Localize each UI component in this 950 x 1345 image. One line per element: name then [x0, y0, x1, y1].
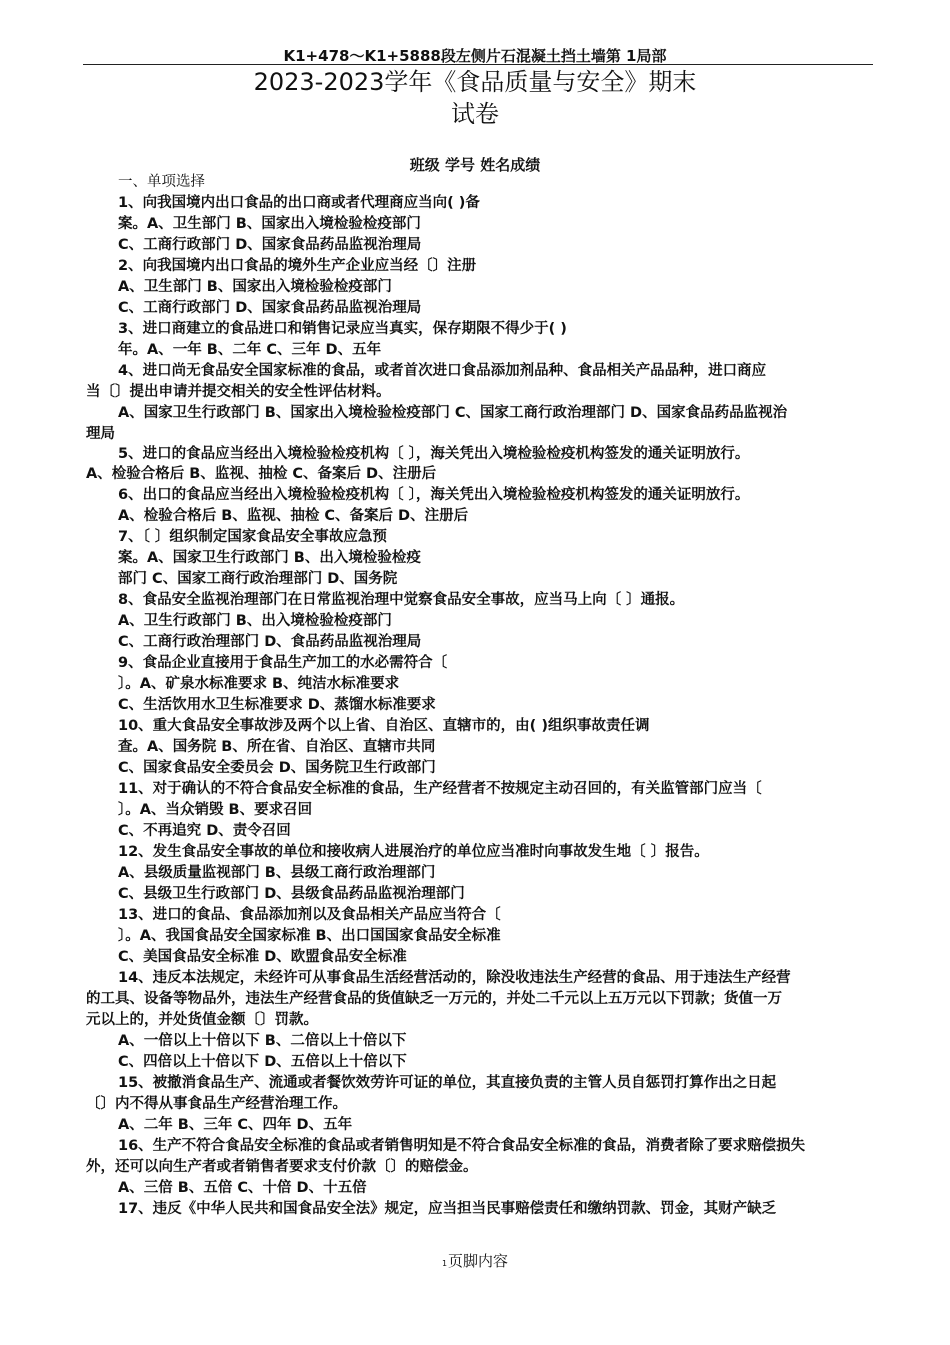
question-line: C、四倍以上十倍以下 D、五倍以上十倍以下 — [118, 1054, 407, 1070]
question-line: 〕。A、我国食品安全国家标准 B、出口国国家食品安全标准 — [118, 928, 501, 944]
question-line: 元以上的，并处货值金额〔〕罚款。 — [86, 1012, 318, 1028]
question-line: C、不再追究 D、责令召回 — [118, 823, 291, 839]
question-line: 13、进口的食品、食品添加剂以及食品相关产品应当符合〔 — [118, 907, 501, 923]
question-line: 1、向我国境内出口食品的出口商或者代理商应当向( )备 — [118, 195, 480, 211]
question-line: 4、进口尚无食品安全国家标准的食品，或者首次进口食品添加剂品种、食品相关产品品种，进口商应 — [118, 363, 767, 379]
question-line: 3、进口商建立的食品进口和销售记录应当真实，保存期限不得少于( ) — [118, 321, 567, 337]
question-line: 查。A、国务院 B、所在省、自治区、直辖市共同 — [118, 739, 436, 755]
question-line: C、工商行政部门 D、国家食品药品监视治理局 — [118, 237, 422, 253]
question-line: A、二年 B、三年 C、四年 D、五年 — [118, 1117, 353, 1133]
question-line: 17、违反《中华人民共和国食品安全法》规定，应当担当民事赔偿责任和缴纳罚款、罚金，其财产缺乏 — [118, 1201, 777, 1217]
question-line: 6、出口的食品应当经出入境检验检疫机构〔 〕，海关凭出入境检验检疫机构签发的通关证明放行。 — [118, 487, 750, 503]
question-line: 〕。A、当众销毁 B、要求召回 — [118, 802, 313, 818]
footer-text: 页脚内容 — [448, 1252, 509, 1270]
question-line: 10、重大食品安全事故涉及两个以上省、自治区、直辖市的，由( )组织事故责任调 — [118, 718, 650, 734]
question-line: A、一倍以上十倍以下 B、二倍以上十倍以下 — [118, 1033, 407, 1049]
question-line: 的工具、设备等物品外，违法生产经营食品的货值缺乏一万元的，并处二千元以上五万元以下罚款；货值一万 — [86, 991, 782, 1007]
document-title-line1: 2023-2023学年《食品质量与安全》期末 — [253, 68, 697, 96]
question-line: C、生活饮用水卫生标准要求 D、蒸馏水标准要求 — [118, 697, 436, 713]
question-line: A、国家卫生行政部门 B、国家出入境检验检疫部门 C、国家工商行政治理部门 D、国家食品药品监视治 — [118, 405, 788, 421]
question-line: 7、〔 〕组织制定国家食品安全事故应急预 — [118, 529, 387, 545]
header-rule — [83, 64, 873, 65]
question-line: C、县级卫生行政部门 D、县级食品药品监视治理部门 — [118, 886, 465, 902]
document-title-line2: 试卷 — [451, 100, 499, 128]
question-line: C、工商行政治理部门 D、食品药品监视治理局 — [118, 634, 422, 650]
question-line: 2、向我国境内出口食品的境外生产企业应当经〔〕注册 — [118, 258, 477, 274]
question-line: C、工商行政部门 D、国家食品药品监视治理局 — [118, 300, 422, 316]
question-line: 16、生产不符合食品安全标准的食品或者销售明知是不符合食品安全标准的食品，消费者除了要求赔偿损失 — [118, 1138, 806, 1154]
question-line: 部门 C、国家工商行政治理部门 D、国务院 — [118, 571, 398, 587]
question-line: 11、对于确认的不符合食品安全标准的食品，生产经营者不按规定主动召回的，有关监管部门应当〔 — [118, 781, 762, 797]
question-line: A、县级质量监视部门 B、县级工商行政治理部门 — [118, 865, 436, 881]
section-title: 一、单项选择 — [118, 174, 205, 190]
question-line: A、卫生部门 B、国家出入境检验检疫部门 — [118, 279, 392, 295]
question-line: 8、食品安全监视治理部门在日常监视治理中觉察食品安全事故，应当马上向〔 〕通报。 — [118, 592, 685, 608]
question-line: 〕。A、矿泉水标准要求 B、纯洁水标准要求 — [118, 676, 400, 692]
student-info-line: 班级 学号 姓名成绩 — [409, 156, 541, 174]
question-line: 12、发生食品安全事故的单位和接收病人进展治疗的单位应当准时向事故发生地〔 〕报告。 — [118, 844, 709, 860]
question-line: 当〔〕提出申请并提交相关的安全性评估材料。 — [86, 384, 391, 400]
question-line: 外，还可以向生产者或者销售者要求支付价款〔〕的赔偿金。 — [86, 1159, 478, 1175]
question-line: 15、被撤消食品生产、流通或者餐饮效劳许可证的单位，其直接负责的主管人员自惩罚打算作出之日起 — [118, 1075, 777, 1091]
question-line: 5、进口的食品应当经出入境检验检疫机构〔 〕，海关凭出入境检验检疫机构签发的通关证明放行。 — [118, 446, 750, 462]
question-line: A、三倍 B、五倍 C、十倍 D、十五倍 — [118, 1180, 367, 1196]
question-line: 9、食品企业直接用于食品生产加工的水必需符合〔 — [118, 655, 448, 671]
question-line: C、国家食品安全委员会 D、国务院卫生行政部门 — [118, 760, 436, 776]
question-line: A、检验合格后 B、监视、抽检 C、备案后 D、注册后 — [86, 466, 437, 482]
question-line: A、卫生行政部门 B、出入境检验检疫部门 — [118, 613, 392, 629]
question-line: 14、违反本法规定，未经许可从事食品生活经营活动的，除没收违法生产经营的食品、用于违法生产经营 — [118, 970, 791, 986]
question-line: 案。A、国家卫生行政部门 B、出入境检验检疫 — [118, 550, 421, 566]
question-line: 〔〕内不得从事食品生产经营治理工作。 — [86, 1096, 347, 1112]
page-footer — [0, 1250, 950, 1271]
page-number: 1 — [441, 1259, 448, 1268]
question-line: 年。A、一年 B、二年 C、三年 D、五年 — [118, 342, 382, 358]
question-line: 案。A、卫生部门 B、国家出入境检验检疫部门 — [118, 216, 421, 232]
question-line: A、检验合格后 B、监视、抽检 C、备案后 D、注册后 — [118, 508, 469, 524]
question-line: C、美国食品安全标准 D、欧盟食品安全标准 — [118, 949, 407, 965]
question-line: 理局 — [86, 426, 115, 442]
running-header: K1+478～K1+5888段左侧片石混凝土挡土墙第 1局部 — [283, 47, 667, 65]
